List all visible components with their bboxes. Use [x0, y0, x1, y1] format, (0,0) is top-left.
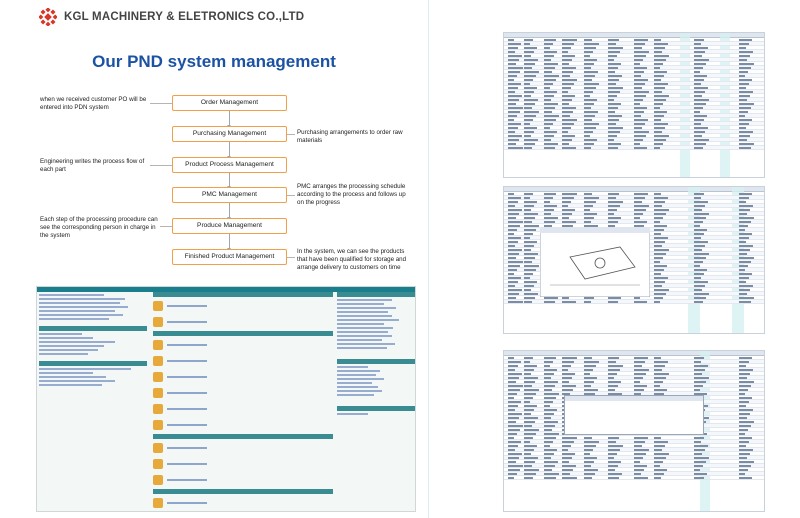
flow-arrow	[229, 203, 230, 218]
system-menu-screenshot	[36, 286, 416, 512]
step-product-process-management: Product Process Management	[172, 157, 287, 173]
system-table-screenshot-3	[503, 350, 765, 512]
table-row	[504, 300, 764, 304]
system-table-screenshot-1	[503, 32, 765, 178]
connector-line	[287, 195, 295, 196]
note-finished: In the system, we can see the products that have been qualified for storage and arrange delivery to customers on time	[297, 248, 407, 271]
menu-column-right	[337, 292, 415, 511]
connector-line	[287, 134, 295, 135]
menu-column-center	[153, 292, 333, 511]
note-process: Engineering writes the process flow of each part	[40, 158, 145, 173]
menu-column-left	[39, 292, 147, 511]
flow-arrow	[229, 173, 230, 187]
table-row	[504, 146, 764, 150]
note-order: when we received customer PO will be entered into PDN system	[40, 96, 147, 111]
flow-arrow	[229, 234, 230, 249]
connector-line	[150, 103, 172, 104]
connector-line	[287, 257, 295, 258]
step-purchasing-management: Purchasing Management	[172, 126, 287, 142]
kgl-logo-icon	[39, 8, 57, 26]
note-procedure: Each step of the processing procedure can see the corresponding person in charge in the system	[40, 216, 158, 239]
step-pmc-management: PMC Management	[172, 187, 287, 203]
page-title: Our PND system management	[92, 52, 336, 71]
connector-line	[150, 165, 172, 166]
system-table-screenshot-2	[503, 186, 765, 334]
step-order-management: Order Management	[172, 95, 287, 111]
flow-arrow	[229, 142, 230, 157]
company-name: KGL MACHINERY & ELETRONICS CO.,LTD	[64, 11, 305, 23]
drawing-popup	[540, 227, 650, 297]
note-purchasing: Purchasing arrangements to order raw materials	[297, 129, 403, 144]
flow-arrow	[229, 111, 230, 126]
page-divider	[428, 0, 429, 518]
note-pmc: PMC arranges the processing schedule according to the process and follows up on the progress	[297, 183, 406, 206]
detail-popup	[564, 395, 704, 435]
table-row	[504, 476, 764, 480]
step-finished-product-management: Finished Product Management	[172, 249, 287, 265]
step-produce-management: Produce Management	[172, 218, 287, 234]
